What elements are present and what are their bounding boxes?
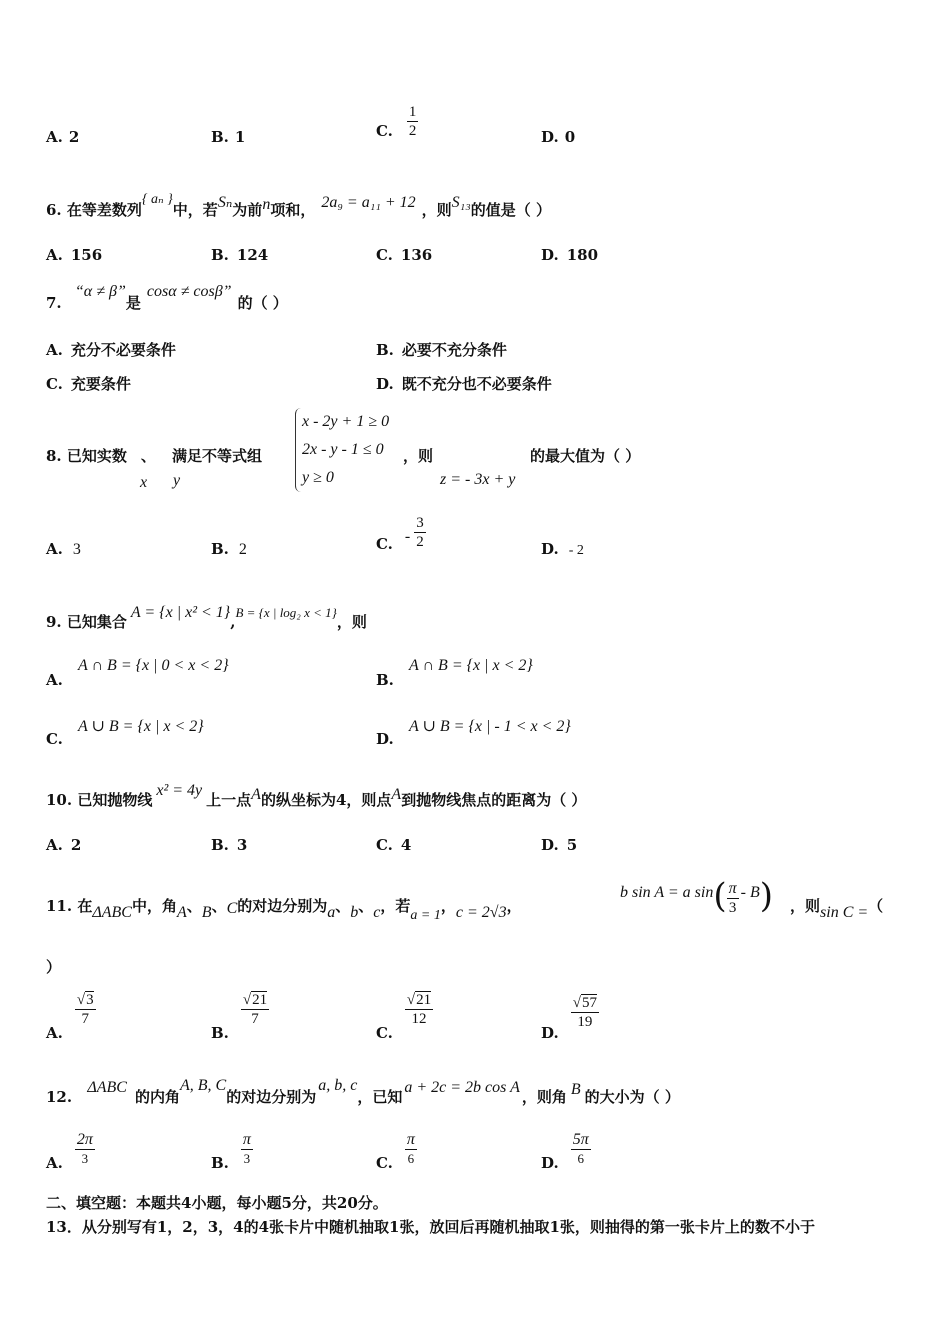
q7-option-b: B. 必要不充分条件 <box>376 341 507 359</box>
q6-option-d: D. 180 <box>541 246 599 264</box>
q13-stem: 13．从分别写有1，2，3，4的4张卡片中随机抽取1张，放回后再随机抽取1张，则抽得的第一张卡片上的数不小于 <box>46 1218 815 1236</box>
q12-stem: 12. ΔABC的内角A, B, C的对边分别为a, b, c，已知a + 2c = 2b cos A，则角 B 的大小为（ ） <box>46 1077 680 1106</box>
q11-option-b: B. $\frac{√21}{7}$ <box>211 992 268 1042</box>
q9-option-b-expr: A ∩ B = {x | x < 2} <box>409 657 533 674</box>
q6-option-a: A. 156 <box>46 246 103 264</box>
q5-option-a: A. 2 <box>46 128 80 146</box>
q10-option-c: C. 4 <box>376 836 412 854</box>
q9-option-c: C. <box>46 730 63 748</box>
q8-stem-end: 的最大值为（ ） <box>530 447 641 465</box>
q8-option-b: B. 2 <box>211 540 247 558</box>
q12-option-d: D. $\frac{5\pi}{6}$ <box>541 1131 589 1172</box>
q9-option-a: A. <box>46 671 63 689</box>
q9-option-d-expr: A ∪ B = {x | - 1 < x < 2} <box>409 718 571 735</box>
q11-condition-equation: b sin A = a sin( $\frac{\pi}{3}$ - B) <box>620 876 773 916</box>
q8-option-c: C. - $\frac{3}{2}$ <box>376 515 424 553</box>
q12-option-c: C. $\frac{\pi}{6}$ <box>376 1131 415 1172</box>
q7-option-d: D. 既不充分也不必要条件 <box>376 375 552 393</box>
q6-option-c: C. 136 <box>376 246 433 264</box>
q8-stem-start: 8. 已知实数 、 满足不等式组 <box>46 447 262 465</box>
q8-option-d: D. - 2 <box>541 540 584 558</box>
section-heading: 二、填空题：本题共4小题，每小题5分，共20分。 <box>46 1194 388 1212</box>
q7-option-a: A. 充分不必要条件 <box>46 341 176 359</box>
q8-option-a: A. 3 <box>46 540 81 558</box>
q6-option-b: B. 124 <box>211 246 269 264</box>
q11-option-d: D. $\frac{√57}{19}$ <box>541 995 597 1042</box>
q8-inequality-system: x - 2y + 1 ≥ 0 2x - y - 1 ≤ 0 y ≥ 0 <box>295 408 389 492</box>
q12-option-b: B. $\frac{\pi}{3}$ <box>211 1131 251 1172</box>
q9-option-a-expr: A ∩ B = {x | 0 < x < 2} <box>78 657 229 674</box>
q11-stem-end: ，则sin C =（ <box>790 897 884 921</box>
q5-option-d: D. 0 <box>541 128 576 146</box>
q11-stem-close: ） <box>46 958 62 976</box>
q9-stem: 9. 已知集合A = {x | x² < 1},B = {x | log₂ x < 1}，则 <box>46 604 367 631</box>
q6-stem: 6. 在等差数列{ aₙ }中，若Sₙ为前n项和， 2a₉ = a₁₁ + 12 ，则S₁₃的值是（ ） <box>46 192 551 219</box>
q8-stem-mid: ，则 <box>403 447 434 465</box>
q9-option-b: B. <box>376 671 394 689</box>
q7-option-c: C. 充要条件 <box>46 375 131 393</box>
q10-option-d: D. 5 <box>541 836 578 854</box>
q10-option-a: A. 2 <box>46 836 82 854</box>
q11-stem: 11. 在ΔABC中，角A、B、C的对边分别为a、b、c，若a = 1，c = 2√3， <box>46 897 522 923</box>
q8-objective: z = - 3x + y <box>440 471 516 488</box>
q9-option-c-expr: A ∪ B = {x | x < 2} <box>78 718 204 735</box>
q8-var-y: y <box>173 472 181 489</box>
q7-stem: 7. “α ≠ β”是cosα ≠ cosβ”的（ ） <box>46 283 288 312</box>
q5-option-b: B. 1 <box>211 128 246 146</box>
q11-option-c: C. $\frac{√21}{12}$ <box>376 992 432 1042</box>
q10-stem: 10. 已知抛物线x² = 4y上一点A的纵坐标为4，则点A到抛物线焦点的距离为（ ） <box>46 782 587 809</box>
q5-option-c: C. $\frac{1}{2}$ <box>376 104 417 140</box>
q8-var-x: x <box>140 474 148 491</box>
q9-option-d: D. <box>376 730 394 748</box>
q12-option-a: A. $\frac{2\pi}{3}$ <box>46 1131 93 1172</box>
q11-option-a: A. $\frac{√3}{7}$ <box>46 992 94 1042</box>
q10-option-b: B. 3 <box>211 836 248 854</box>
